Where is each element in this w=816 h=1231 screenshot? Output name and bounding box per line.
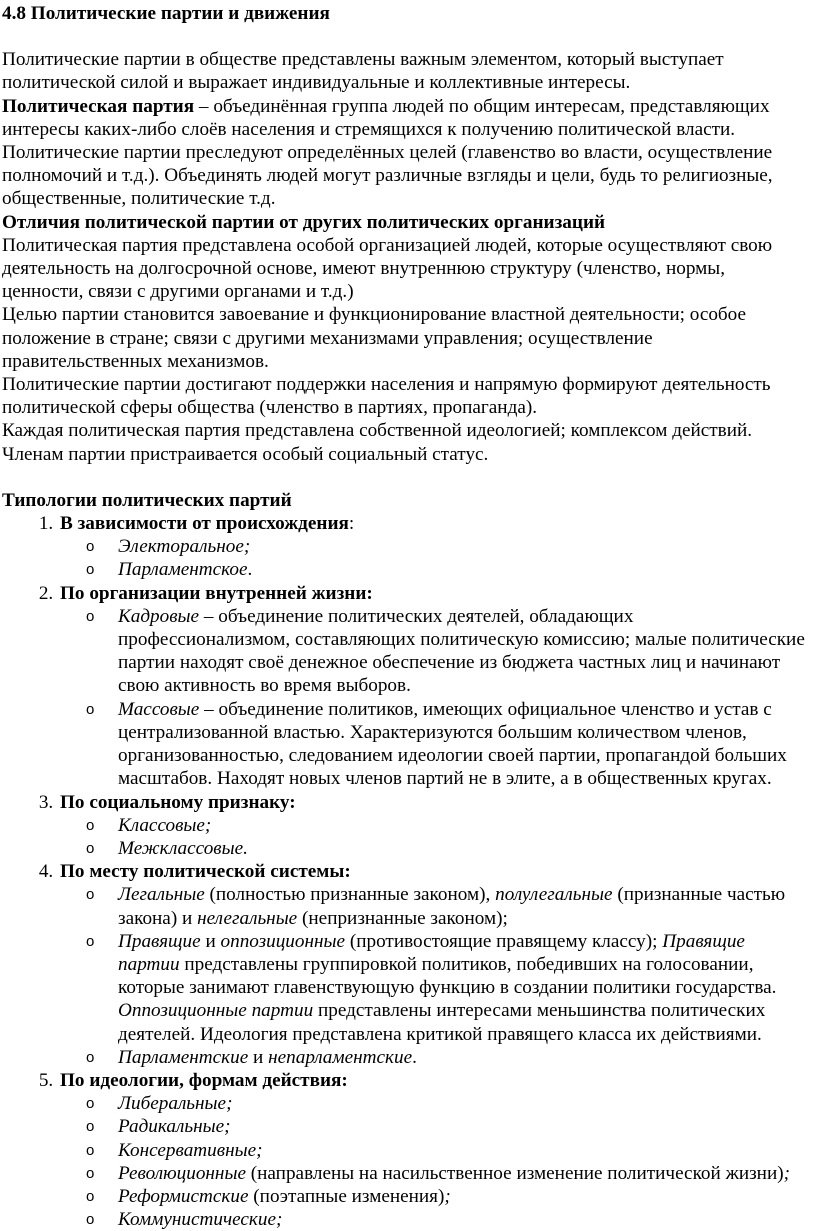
list-item: o Электоральное;	[118, 535, 806, 558]
typology-item-heading: По организации внутренней жизни:	[60, 582, 373, 604]
list-item: o Легальные (полностью признанные законом), полулегальные (признанные частью закона) и нелегальные (непризнанные законом);	[118, 883, 806, 929]
list-item: o Межклассовые.	[118, 837, 806, 860]
list-item: o Массовые – объединение политиков, имеющих официальное членство и устав с централизованной властью. Характеризуются большим количеством членов, организованностью, следованием идеологии своей партии, пропагандой больших масштабов. Находят новых членов партий не в элите, а в общественных кругах.	[118, 698, 806, 791]
list-item: o Революционные (направлены на насильственное изменение политической жизни);	[118, 1162, 806, 1185]
blank-line	[2, 466, 806, 489]
difference-paragraph: Целью партии становится завоевание и функционирование властной деятельности; особое положение в стране; связи с другими механизмами управления; осуществление правительственных механизмов.	[2, 304, 747, 372]
definition-text: – объединённая группа людей по общим интересам, представляющих интересы каких-либо слоёв населения и стремящихся к получению политической власти.	[2, 95, 770, 140]
list-item: o Коммунистические;	[118, 1208, 806, 1231]
list-item: o Кадровые – объединение политических деятелей, обладающих профессионализмом, составляющих политическую комиссию; малые политические партии находят своё денежное обеспечение из бюджета частных лиц и начинают свою активность во время выборов.	[118, 605, 806, 698]
typology-list	[2, 512, 806, 1231]
differences-heading: Отличия политической партии от других политических организаций	[2, 211, 606, 233]
list-item: o Классовые;	[118, 814, 806, 837]
list-item: o Консервативные;	[118, 1139, 806, 1162]
sub-list	[60, 535, 806, 581]
list-item: o Либеральные;	[118, 1092, 806, 1115]
list-item: o Правящие и оппозиционные (противостоящие правящему классу); Правящие партии представлены группировкой политиков, победивших на голосовании, которые занимают главенствующую функцию в создании политики государства. Оппозиционные партии представлены интересами меньшинства политических деятелей. Идеология представлена критикой правящего класса их действиями.	[118, 930, 806, 1046]
typology-item-social	[58, 791, 806, 861]
list-item: o Парламентские и непарламентские.	[118, 1046, 806, 1069]
sub-list	[60, 883, 806, 1069]
sub-list	[60, 1092, 806, 1231]
typology-item-internal-organization	[58, 582, 806, 791]
typology-item-heading: В зависимости от происхождения	[60, 513, 349, 535]
intro-paragraph: Политические партии в обществе представлены важным элементом, который выступает политической силой и выражает индивидуальные и коллективные интересы.	[2, 49, 724, 94]
typology-item-ideology	[58, 1069, 806, 1231]
difference-paragraph: Политические партии достигают поддержки населения и напрямую формируют деятельность политической сферы общества (членство в партиях, пропаганда).	[2, 374, 771, 419]
typology-item-heading: По идеологии, формам действия:	[60, 1069, 348, 1091]
list-item: o Парламентское.	[118, 558, 806, 581]
typology-item-origin: 1. В зависимости от происхождения: o Электоральное; o Парламентское.	[58, 512, 806, 582]
goals-paragraph: Политические партии преследуют определённых целей (главенство во власти, осуществление полномочий и т.д.). Объединять людей могут различные взгляды и цели, будь то религиозные, общественные, политические т.д.	[2, 142, 773, 210]
sub-list	[60, 605, 806, 791]
difference-paragraph: Политическая партия представлена особой организацией людей, которые осуществляют свою деятельность на долгосрочной основе, имеют внутреннюю структуру (членство, нормы, ценности, связи с другими органами и т.д.)	[2, 234, 773, 303]
section-title: 4.8 Политические партии и движения	[2, 3, 330, 24]
difference-paragraph: Каждая политическая партия представлена собственной идеологией; комплексом действий. Членам партии пристраивается особый социальный статус.	[2, 420, 753, 465]
typology-heading: Типологии политических партий	[2, 489, 292, 511]
definition-term: Политическая партия	[2, 95, 195, 117]
definition-paragraph	[2, 95, 806, 141]
sub-list	[60, 814, 806, 860]
typology-item-heading: По месту политической системы:	[60, 861, 351, 883]
list-item: o Реформистские (поэтапные изменения);	[118, 1185, 806, 1208]
typology-item-heading: По социальному признаку:	[60, 791, 296, 813]
typology-item-political-system	[58, 860, 806, 1069]
list-item: o Радикальные;	[118, 1115, 806, 1138]
